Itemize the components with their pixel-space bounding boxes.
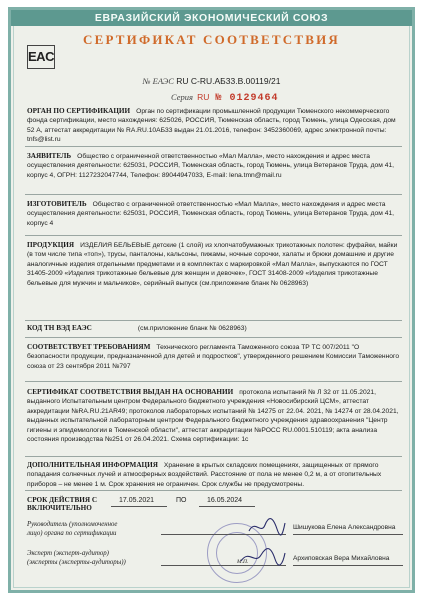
manufacturer-text: Общество с ограниченной ответственностью «Мал Малла», место нахождения и адрес места осуществления деятельности: 625031, РОССИЯ, Тюменская область, город Тюмень, улица Ветеранов Труда, дом 41, корпус 4 [27,201,395,227]
series-number [215,93,278,104]
eac-logo-icon: EAC [27,45,55,69]
head-label-2: лицо) органа по сертификации [27,529,117,537]
divider [25,146,402,147]
product-head: ПРОДУКЦИЯ [27,241,75,249]
expert-label-1: Эксперт (эксперт-аудитор) [27,550,109,557]
series-value: RU [197,92,210,102]
number-value: RU C-RU.АБ33.В.00119/21 [176,76,281,86]
expert-name-underline [293,565,403,566]
organ-section [27,107,402,145]
product-text: ИЗДЕЛИЯ БЕЛЬЕВЫЕ детские (1 слой) из хлопчатобумажных трикотажных полотен: фуфайки, майки (в том числе типа «топ»), трусы, панталоны, кальсоны, пижамы, ночные сорочки, халаты и брюки домашние и другие аналогичные изделия отдельными предметами и в комплектах с маркировкой «Мал Малла», выпускаются по ГОСТ 31405-2009 «Изделия трикотажные бельевые для женщин и девочек», ГОСТ 31408-2009 «Изделия трикотажные бельевые для мужчин и мальчиков», серийный выпуск (см.приложение бланк № 0628963) [27,242,398,287]
organ-text: Орган по сертификации промышленной продукции Тюменского некоммерческого фонда сертификации, место нахождения: 625026, РОССИЯ, Тюменская область, город Тюмень, улица Одесская, дом 52 А, аттестат аккредитации № RA.RU.10АБ33 выдан 21.01.2016, телефон: 3452360069, адрес электронной почты: tnfs@list.ru [27,108,396,144]
series-line [171,92,279,104]
divider [25,235,402,236]
manufacturer-section [27,200,402,228]
certificate-page [8,7,415,593]
head-name-underline [293,534,403,535]
series-number-value: 0129464 [229,93,279,104]
manufacturer-head: ИЗГОТОВИТЕЛЬ [27,200,87,208]
expert-name: Архиповская Вера Михайловна [293,555,390,562]
expert-signature-label [27,550,126,567]
validity-to-label: ПО [176,497,187,504]
head-label-1: Руководитель (уполномоченное [27,521,118,528]
applicant-head: ЗАЯВИТЕЛЬ [27,152,72,160]
series-number-prefix: № [215,93,223,104]
validity-head-1: СРОК ДЕЙСТВИЯ С [27,496,98,504]
additional-head: ДОПОЛНИТЕЛЬНАЯ ИНФОРМАЦИЯ [27,461,158,469]
tnved-section [27,324,402,333]
divider [25,381,402,382]
expert-label-2: (эксперты (эксперты-аудиторы)) [27,558,126,566]
basis-section [27,388,402,444]
validity-head-2: ВКЛЮЧИТЕЛЬНО [27,504,92,512]
product-section [27,241,402,288]
tnved-text: (см.приложение бланк № 0628963) [137,325,247,332]
to-underline [199,506,255,507]
basis-head: СЕРТИФИКАТ СООТВЕТСТВИЯ ВЫДАН НА ОСНОВАНИИ [27,388,234,396]
validity-from: 17.05.2021 [119,497,155,504]
from-underline [111,506,167,507]
requirements-head: СООТВЕТСТВУЕТ ТРЕБОВАНИЯМ [27,343,151,351]
requirements-text: Технического регламента Таможенного союза ТР ТС 007/2011 "О безопасности продукции, предназначенной для детей и подростков", утвержденного решением Комиссии Таможенного союза от 23 сентября 2011 №797 [27,344,400,370]
divider [25,194,402,195]
additional-section [27,461,402,489]
organ-head: ОРГАН ПО СЕРТИФИКАЦИИ [27,107,131,115]
head-signature-label [27,521,117,538]
applicant-text: Общество с ограниченной ответственностью «Мал Малла», место нахождения и адрес места осуществления деятельности: 625031, РОССИЯ, Тюменская область, город Тюмень, улица Ветеранов Труда, дом 41, корпус 4, ОГРН: 1127232047744, Телефон: 89044947033, E-mail: lena.tmn@mail.ru [27,153,395,179]
number-label: № ЕАЭС [142,76,174,86]
certificate-title: СЕРТИФИКАТ СООТВЕТСТВИЯ [83,32,340,47]
applicant-section [27,152,402,180]
head-name: Шишукова Елена Александровна [293,524,396,531]
validity-to: 16.05.2024 [207,497,243,504]
basis-text: протокола испытаний № Л 32 от 11.05.2021, выданного Испытательным центром Федерального бюджетного учреждения «Новосибирский ЦСМ», аттестат аккредитации №RA.RU.21AR49; протоколов лабораторных испытаний № 14275 от 22.04. 2021, № 14274 от 28.04.2021, выданных испытательной лабораторным центром Федерального бюджетного учреждения здравоохранения "Центр гигиены и эпидемиологии в Тюменской области", аттестат аккредитации №РОСС RU.0001.510119; акта анализа состояния производства №251 от 26.04.2021. Схема сертификации: 1с [27,389,399,444]
requirements-section [27,343,402,371]
series-label: Серия [171,92,193,102]
head-signature-icon [247,515,287,537]
stamp-label: М.П. [237,559,249,565]
header-band: ЕВРАЗИЙСКИЙ ЭКОНОМИЧЕСКИЙ СОЮЗ [11,10,412,26]
divider [25,320,402,321]
divider [25,337,402,338]
tnved-head: КОД ТН ВЭД ЕАЭС [27,324,92,332]
certificate-number-line [11,76,412,86]
divider [25,456,402,457]
divider [25,490,402,491]
additional-text: Хранение в крытых складских помещениях, защищенных от прямого попадания солнечных лучей и атмосферных воздействий. Расстояние от пола не менее 0,2 м, а от отопительных приборов – не менее 1 м. Срок хранения не ограничен. Срок службы не предусмотрены. [27,462,382,488]
expert-signature-icon [239,543,287,567]
